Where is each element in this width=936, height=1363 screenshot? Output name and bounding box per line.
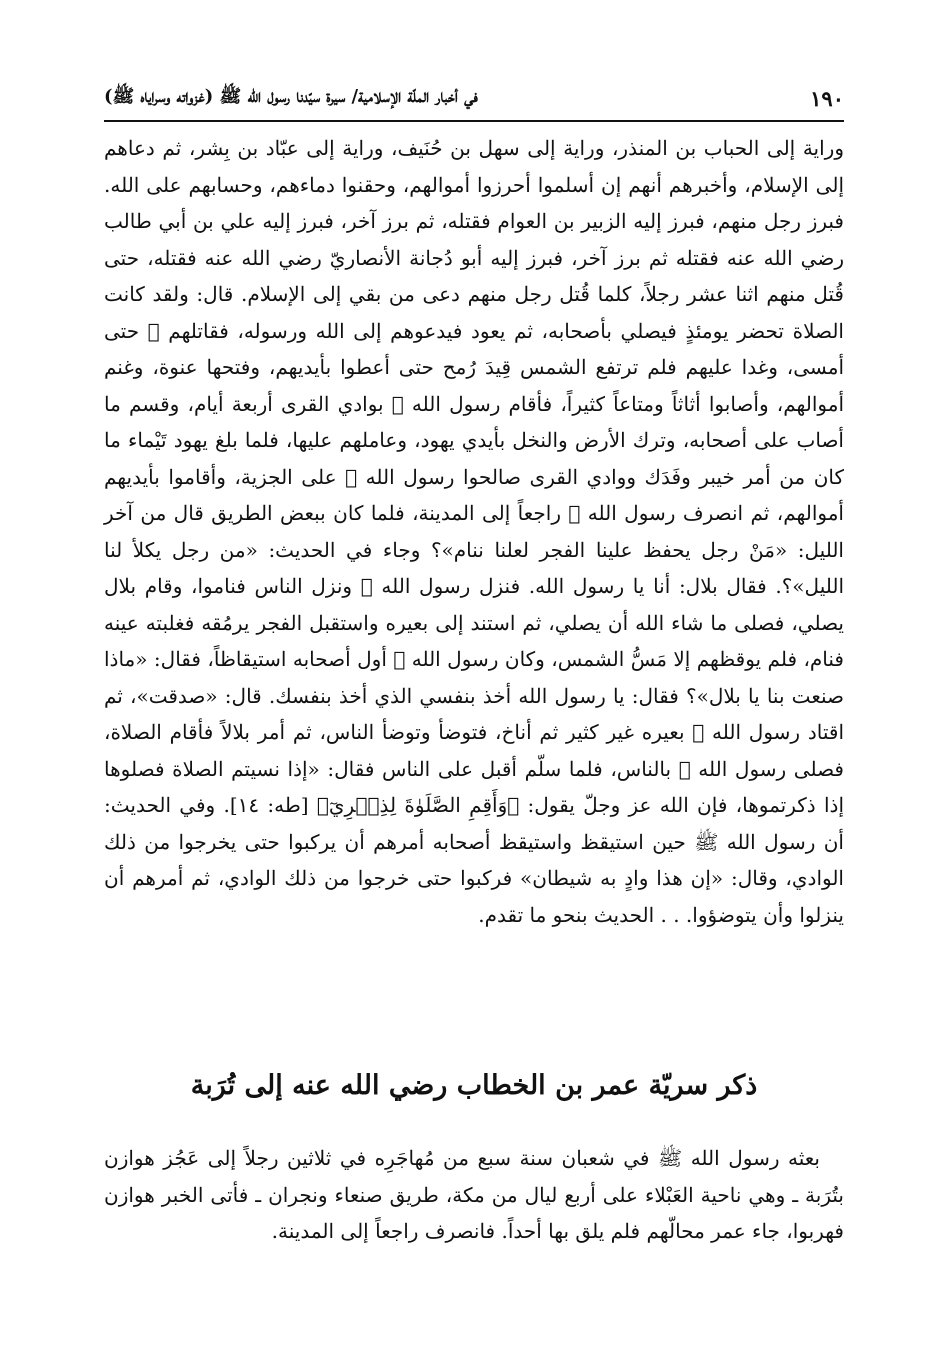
section-heading: ذكر سريّة عمر بن الخطاب رضي الله عنه إلى تُرَبة — [190, 1070, 758, 1101]
page-header — [104, 78, 844, 118]
header-divider — [104, 120, 844, 122]
running-title: في أخبار الملّة الإسلامية/ سيرة سيّدنا رسول الله ﷺ (غزواته وسراياه ﷺ) — [104, 86, 478, 107]
page-number: ١٩٠ — [810, 85, 844, 111]
main-paragraph: وراية إلى الحباب بن المنذر، وراية إلى سهل بن حُنَيف، وراية إلى عبّاد بن بِشر، ثم دعاهم إلى الإسلام، وأخبرهم أنهم إن أسلموا أحرزوا أموالهم، وحقنوا دماءهم، وحسابهم على الله. فبرز رجل منهم، فبرز إليه الزبير بن العوام فقتله، ثم برز آخر، فبرز إليه علي بن أبي طالب رضي الله عنه فقتله ثم برز آخر، فبرز إليه أبو دُجانة الأنصاريّ رضي الله عنه فقتله، حتى قُتل منهم اثنا عشر رجلاً، كلما قُتل رجل منهم دعى من بقي إلى الإسلام. قال: ولقد كانت الصلاة تحضر يومئذٍ فيصلي بأصحابه، ثم يعود فيدعوهم إلى الله ورسوله، فقاتلهم ﷺ حتى أمسى، وغدا عليهم فلم ترتفع الشمس قِيدَ رُمح حتى أعطوا بأيديهم، وفتحها عنوة، وغنم أموالهم، وأصابوا أثاثاً ومتاعاً كثيراً، فأقام رسول الله ﷺ بوادي القرى أربعة أيام، وقسم ما أصاب على أصحابه، وترك الأرض والنخل بأيدي يهود، وعاملهم عليها، فلما بلغ يهود تَيْماء ما كان من أمر خيبر وفَدَك ووادي القرى صالحوا رسول الله ﷺ على الجزية، وأقاموا بأيديهم أموالهم، ثم انصرف رسول الله ﷺ راجعاً إلى المدينة، فلما كان ببعض الطريق قال من آخر الليل: «مَنْ رجل يحفظ علينا الفجر لعلنا ننام»؟ وجاء في الحديث: «من رجل يكلأ لنا الليل»؟. فقال بلال: أنا يا رسول الله. فنزل رسول الله ﷺ ونزل الناس فناموا، وقام بلال يصلي، فصلى ما شاء الله أن يصلي، ثم استند إلى بعيره واستقبل الفجر يرمُقه فغلبته عينه فنام، فلم يوقظهم إلا مَسُّ الشمس، وكان رسول الله ﷺ أول أصحابه استيقاظاً، فقال: «ماذا صنعت بنا يا بلال»؟ فقال: يا رسول الله أخذ بنفسي الذي أخذ بنفسك. قال: «صدقت»، ثم اقتاد رسول الله ﷺ بعيره غير كثير ثم أناخ، فتوضأ وتوضأ الناس، ثم أمر بلالاً فأقام الصلاة، فصلى رسول الله ﷺ بالناس، فلما سلّم أقبل على الناس فقال: «إذا نسيتم الصلاة فصلوها إذا ذكرتموها، فإن الله عز وجلّ يقول: ﴿وَأَقِمِ الصَّلَوٰةَ لِذِكۡرِيٓ﴾ [طه: ١٤]. وفي الحديث: أن رسول الله ﷺ حين استيقظ واستيقظ أصحابه أمرهم أن يركبوا حتى يخرجوا من ذلك الوادي، وقال: «إن هذا وادٍ به شيطان» فركبوا حتى خرجوا من ذلك الوادي، ثم أمرهم أن ينزلوا وأن يتوضؤوا. . . الحديث بنحو ما تقدم. — [104, 136, 845, 927]
section-text — [104, 1140, 844, 1250]
main-text — [104, 130, 844, 933]
section-paragraph: بعثه رسول الله ﷺ في شعبان سنة سبع من مُهاجَرِه في ثلاثين رجلاً إلى عَجُز هوازن بتُرَبة ـ وهي ناحية العَبْلاء على أربع ليال من مكة، طريق صنعاء ونجران ـ فأتى الخبر هوازن فهربوا، جاء عمر محالّهم فلم يلق بها أحداً. فانصرف راجعاً إلى المدينة. — [104, 1146, 844, 1243]
